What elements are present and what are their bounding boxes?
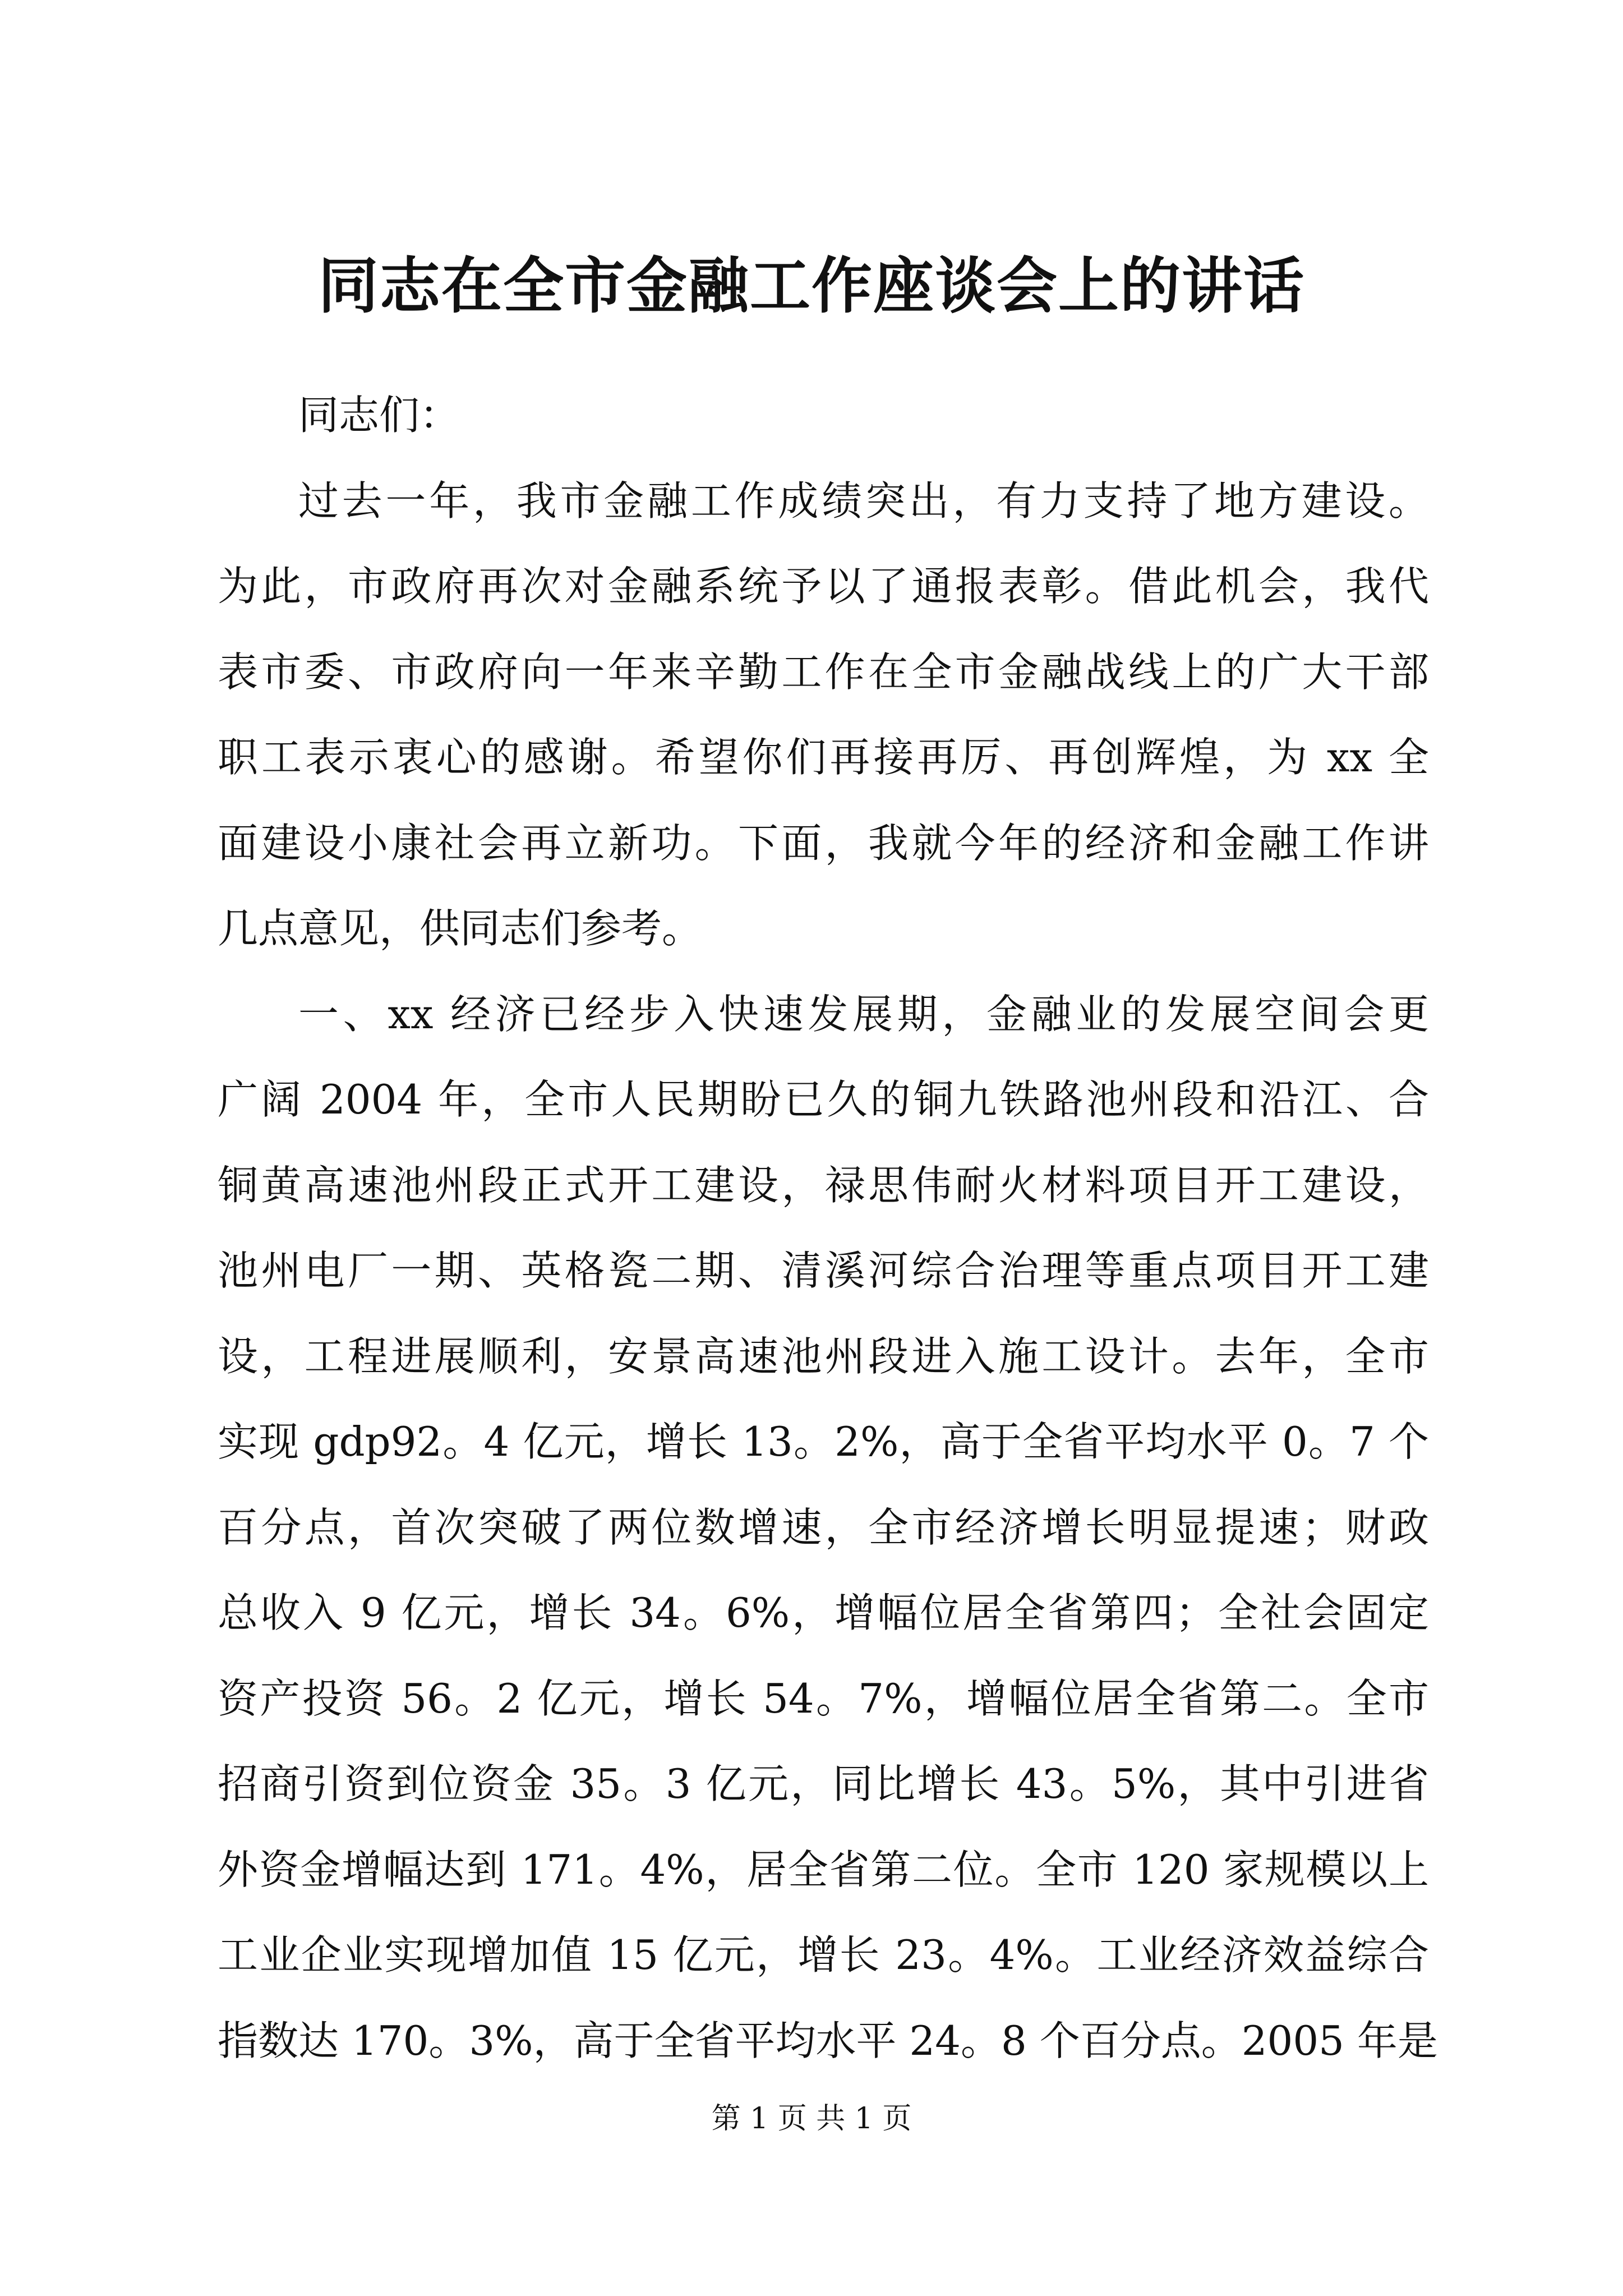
body-line: 同志们：: [298, 392, 460, 439]
body-line: 为此，市政府再次对金融系统予以了通报表彰。借此机会，我代: [218, 563, 1429, 610]
document-title: 同志在全市金融工作座谈会上的讲话: [317, 251, 1305, 321]
body-line: 指数达 170。3%，高于全省平均水平 24。8 个百分点。2005 年是: [218, 2017, 1438, 2064]
body-line: 池州电厂一期、英格瓷二期、清溪河综合治理等重点项目开工建: [218, 1247, 1429, 1294]
body-line: 表市委、市政府向一年来辛勤工作在全市金融战线上的广大干部: [218, 648, 1429, 696]
body-line: 外资金增幅达到 171。4%，居全省第二位。全市 120 家规模以上: [218, 1846, 1429, 1893]
body-line: 资产投资 56。2 亿元，增长 54。7%，增幅位居全省第二。全市: [218, 1674, 1429, 1722]
body-line: 招商引资到位资金 35。3 亿元，同比增长 43。5%，其中引进省: [218, 1760, 1429, 1807]
body-line: 一、xx 经济已经步入快速发展期，金融业的发展空间会更: [298, 990, 1429, 1038]
body-line: 总收入 9 亿元，增长 34。6%，增幅位居全省第四；全社会固定: [218, 1589, 1429, 1636]
body-line: 铜黄高速池州段正式开工建设，禄思伟耐火材料项目开工建设，: [218, 1161, 1429, 1209]
body-line: 几点意见，供同志们参考。: [218, 905, 703, 952]
body-line: 广阔 2004 年，全市人民期盼已久的铜九铁路池州段和沿江、合: [218, 1076, 1429, 1123]
page-footer: 第 1 页 共 1 页: [711, 2102, 912, 2136]
body-line: 实现 gdp92。4 亿元，增长 13。2%，高于全省平均水平 0。7 个: [218, 1418, 1429, 1465]
body-line: 职工表示衷心的感谢。希望你们再接再厉、再创辉煌，为 xx 全: [218, 734, 1429, 781]
body-line: 面建设小康社会再立新功。下面，我就今年的经济和金融工作讲: [218, 819, 1429, 867]
body-line: 设，工程进展顺利，安景高速池州段进入施工设计。去年，全市: [218, 1332, 1429, 1380]
body-line: 工业企业实现增加值 15 亿元，增长 23。4%。工业经济效益综合: [218, 1931, 1429, 1978]
body-line: 过去一年，我市金融工作成绩突出，有力支持了地方建设。: [298, 477, 1429, 524]
body-line: 百分点，首次突破了两位数增速，全市经济增长明显提速；财政: [218, 1503, 1429, 1551]
